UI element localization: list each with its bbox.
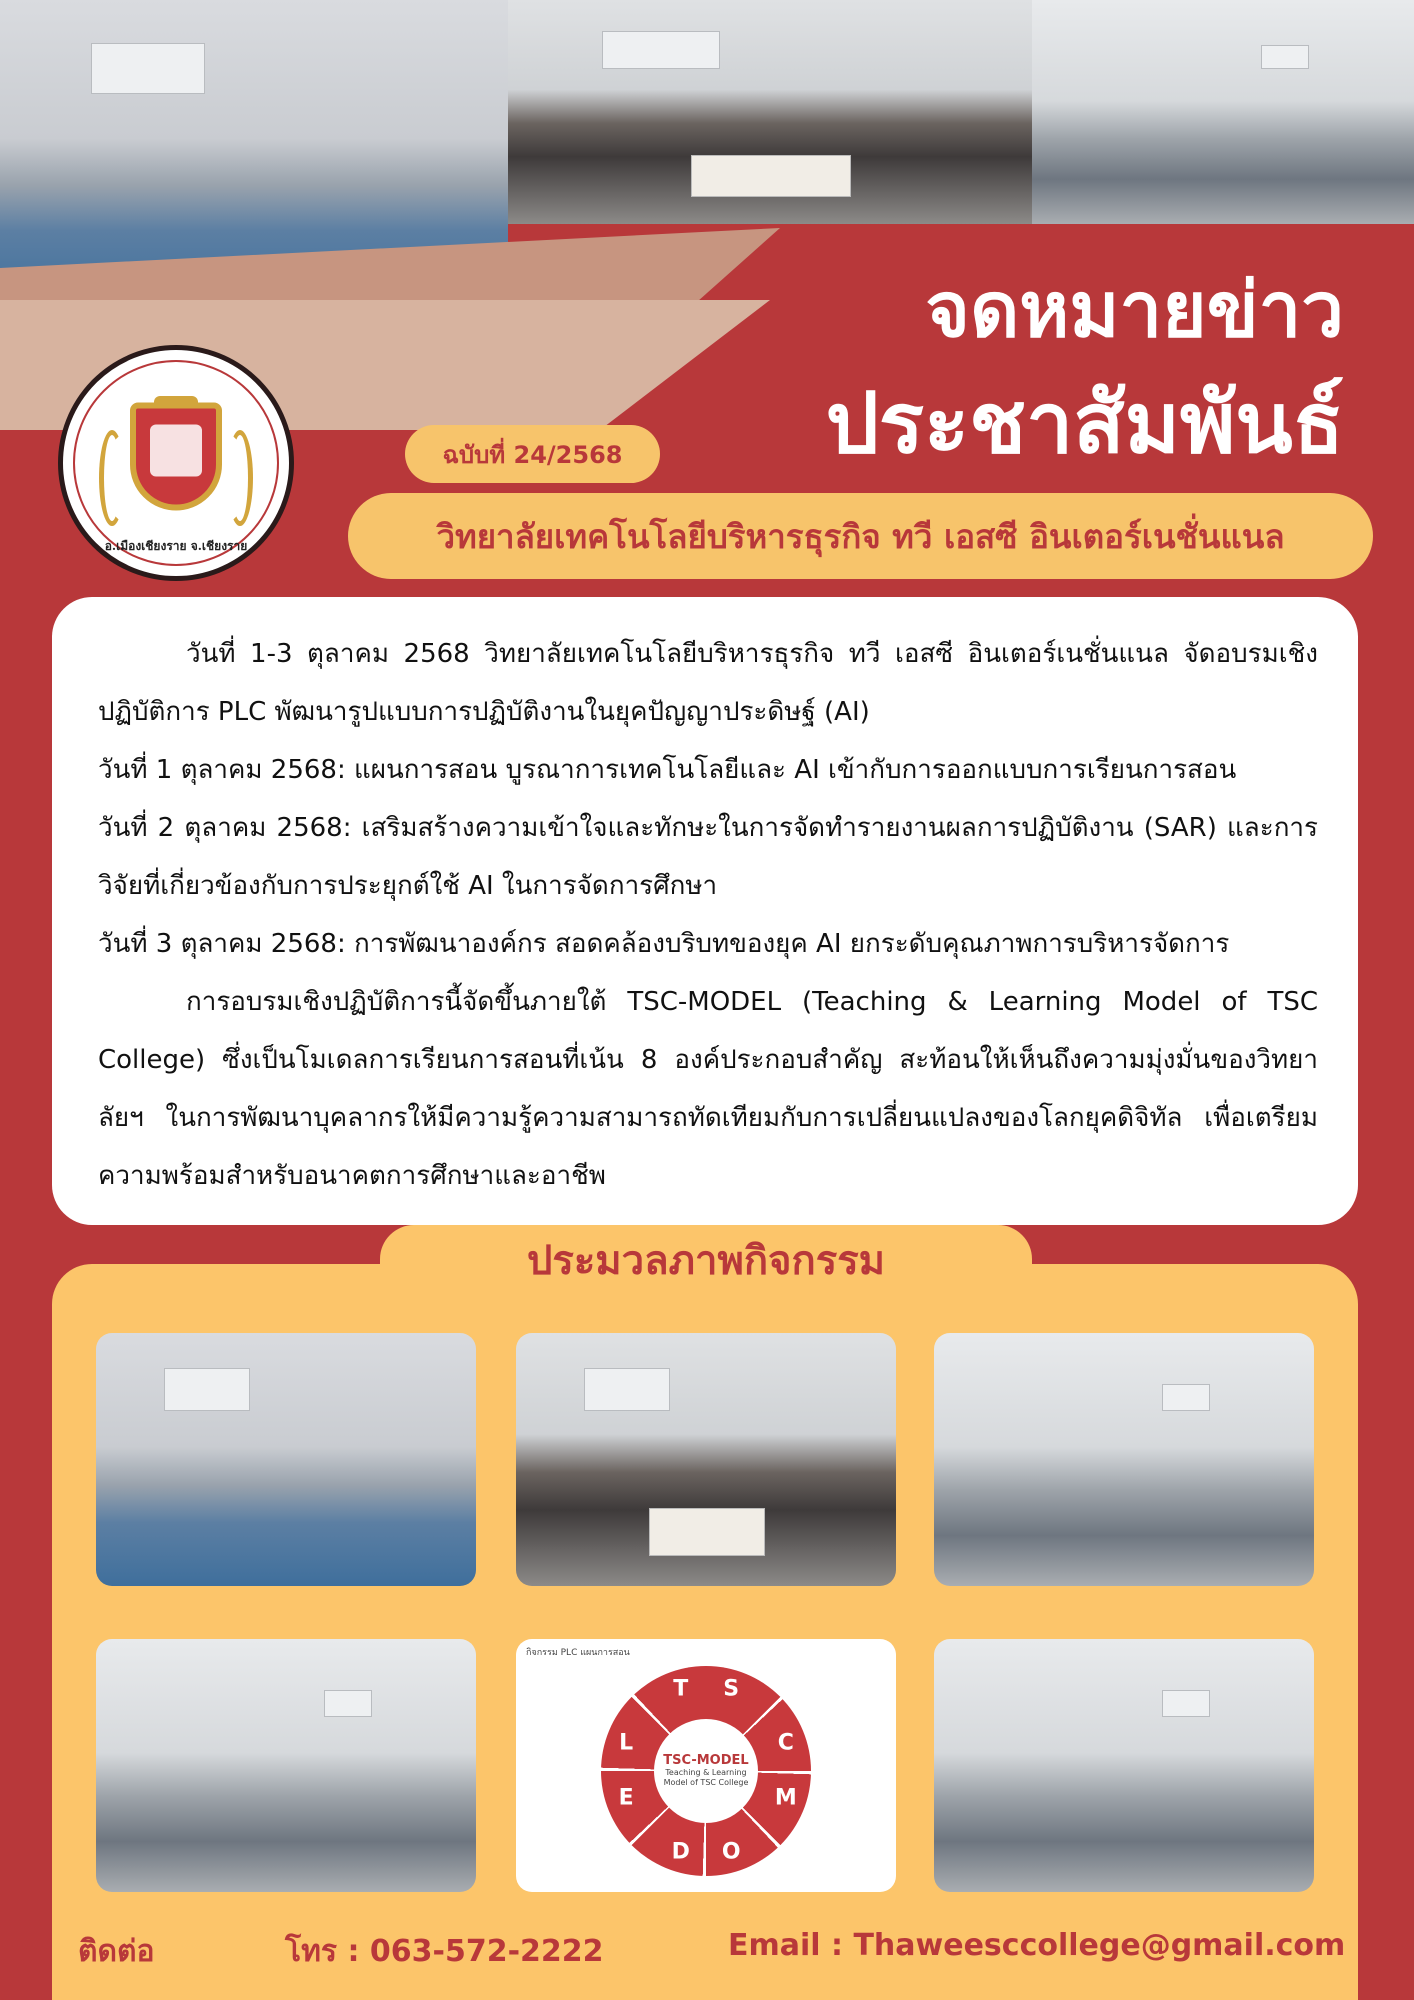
article-day3: วันที่ 3 ตุลาคม 2568: การพัฒนาองค์กร สอดคล้องบริบทของยุค AI ยกระดับคุณภาพการบริหารจัดการ: [98, 929, 1230, 959]
article-day1: วันที่ 1 ตุลาคม 2568: แผนการสอน บูรณาการเทคโนโลยีและ AI เข้ากับการออกแบบการเรียนการสอน: [98, 755, 1237, 785]
gallery-photo-group: [516, 1333, 896, 1586]
diagram-center-title: TSC-MODEL: [663, 1753, 749, 1769]
article-intro: วันที่ 1-3 ตุลาคม 2568 วิทยาลัยเทคโนโลยีบริหารธุรกิจ ทวี เอสซี อินเตอร์เนชั่นแนล จัดอบรมเชิงปฏิบัติการ PLC พัฒนารูปแบบการปฏิบัติงานในยุคปัญญาประดิษฐ์ (AI): [98, 639, 1318, 727]
diagram-center-subtitle: Teaching & Learning Model of TSC College: [663, 1768, 749, 1788]
wheel-letter-t: T: [673, 1676, 689, 1702]
article-closing: การอบรมเชิงปฏิบัติการนี้จัดขึ้นภายใต้ TSC-MODEL (Teaching & Learning Model of TSC College) ซึ่งเป็นโมเดลการเรียนการสอนที่เน้น 8 องค์ประกอบสำคัญ สะท้อนให้เห็นถึงความมุ่งมั่นของวิทยาลัยฯ ในการพัฒนาบุคลากรให้มีความรู้ความสามารถทัดเทียมกับการเปลี่ยนแปลงของโลกยุคดิจิทัล เพื่อเตรียมความพร้อมสำหรับอนาคตการศึกษาและอาชีพ: [98, 987, 1318, 1191]
wheel-letter-d: D: [671, 1839, 690, 1865]
wheel-letter-o: O: [721, 1839, 741, 1865]
laurel-right-icon: [227, 430, 253, 526]
gallery-photo-speaker: [96, 1639, 476, 1892]
newsletter-subtitle: ประชาสัมพันธ์: [825, 374, 1344, 472]
contact-email[interactable]: Email : Thaweesccollege@gmail.com: [728, 1928, 1346, 1963]
diagram-caption: กิจกรรม PLC แผนการสอน: [526, 1648, 630, 1658]
college-seal-logo: [58, 345, 294, 581]
gallery-photo-training-room: [934, 1639, 1314, 1892]
activity-gallery: [52, 1264, 1358, 2000]
wheel-letter-m: M: [774, 1785, 797, 1811]
gallery-photo-seminar-hall: [96, 1333, 476, 1586]
contact-phone[interactable]: โทร : 063-572-2222: [285, 1934, 604, 1969]
article-day2: วันที่ 2 ตุลาคม 2568: เสริมสร้างความเข้าใจและทักษะในการจัดทำรายงานผลการปฏิบัติงาน (SAR) และการวิจัยที่เกี่ยวข้องกับการประยุกต์ใช้ AI ในการจัดการศึกษา: [98, 813, 1318, 901]
shield-icon: [130, 403, 222, 511]
wheel-letter-s: S: [723, 1676, 740, 1702]
seal-location-text: อ.เมืองเชียงราย จ.เชียงราย: [104, 539, 248, 553]
college-name-banner: วิทยาลัยเทคโนโลยีบริหารธุรกิจ ทวี เอสซี อินเตอร์เนชั่นแนล: [348, 493, 1373, 579]
wheel-letter-l: L: [619, 1730, 634, 1756]
news-article: [52, 597, 1358, 1225]
wheel-letter-c: C: [777, 1730, 794, 1756]
gallery-heading: ประมวลภาพกิจกรรม: [380, 1225, 1032, 1295]
gallery-tsc-model-diagram: [516, 1639, 896, 1892]
tsc-model-wheel: [601, 1666, 811, 1876]
header-photo-group: [508, 0, 1032, 224]
gallery-photo-classroom-laptops: [934, 1333, 1314, 1586]
wheel-letter-e: E: [618, 1785, 634, 1811]
issue-number-badge: ฉบับที่ 24/2568: [405, 425, 660, 483]
contact-label: ติดต่อ: [78, 1934, 155, 1969]
laurel-left-icon: [99, 430, 125, 526]
header-photo-classroom: [1032, 0, 1414, 224]
newsletter-title: จดหมายข่าว: [925, 265, 1344, 354]
